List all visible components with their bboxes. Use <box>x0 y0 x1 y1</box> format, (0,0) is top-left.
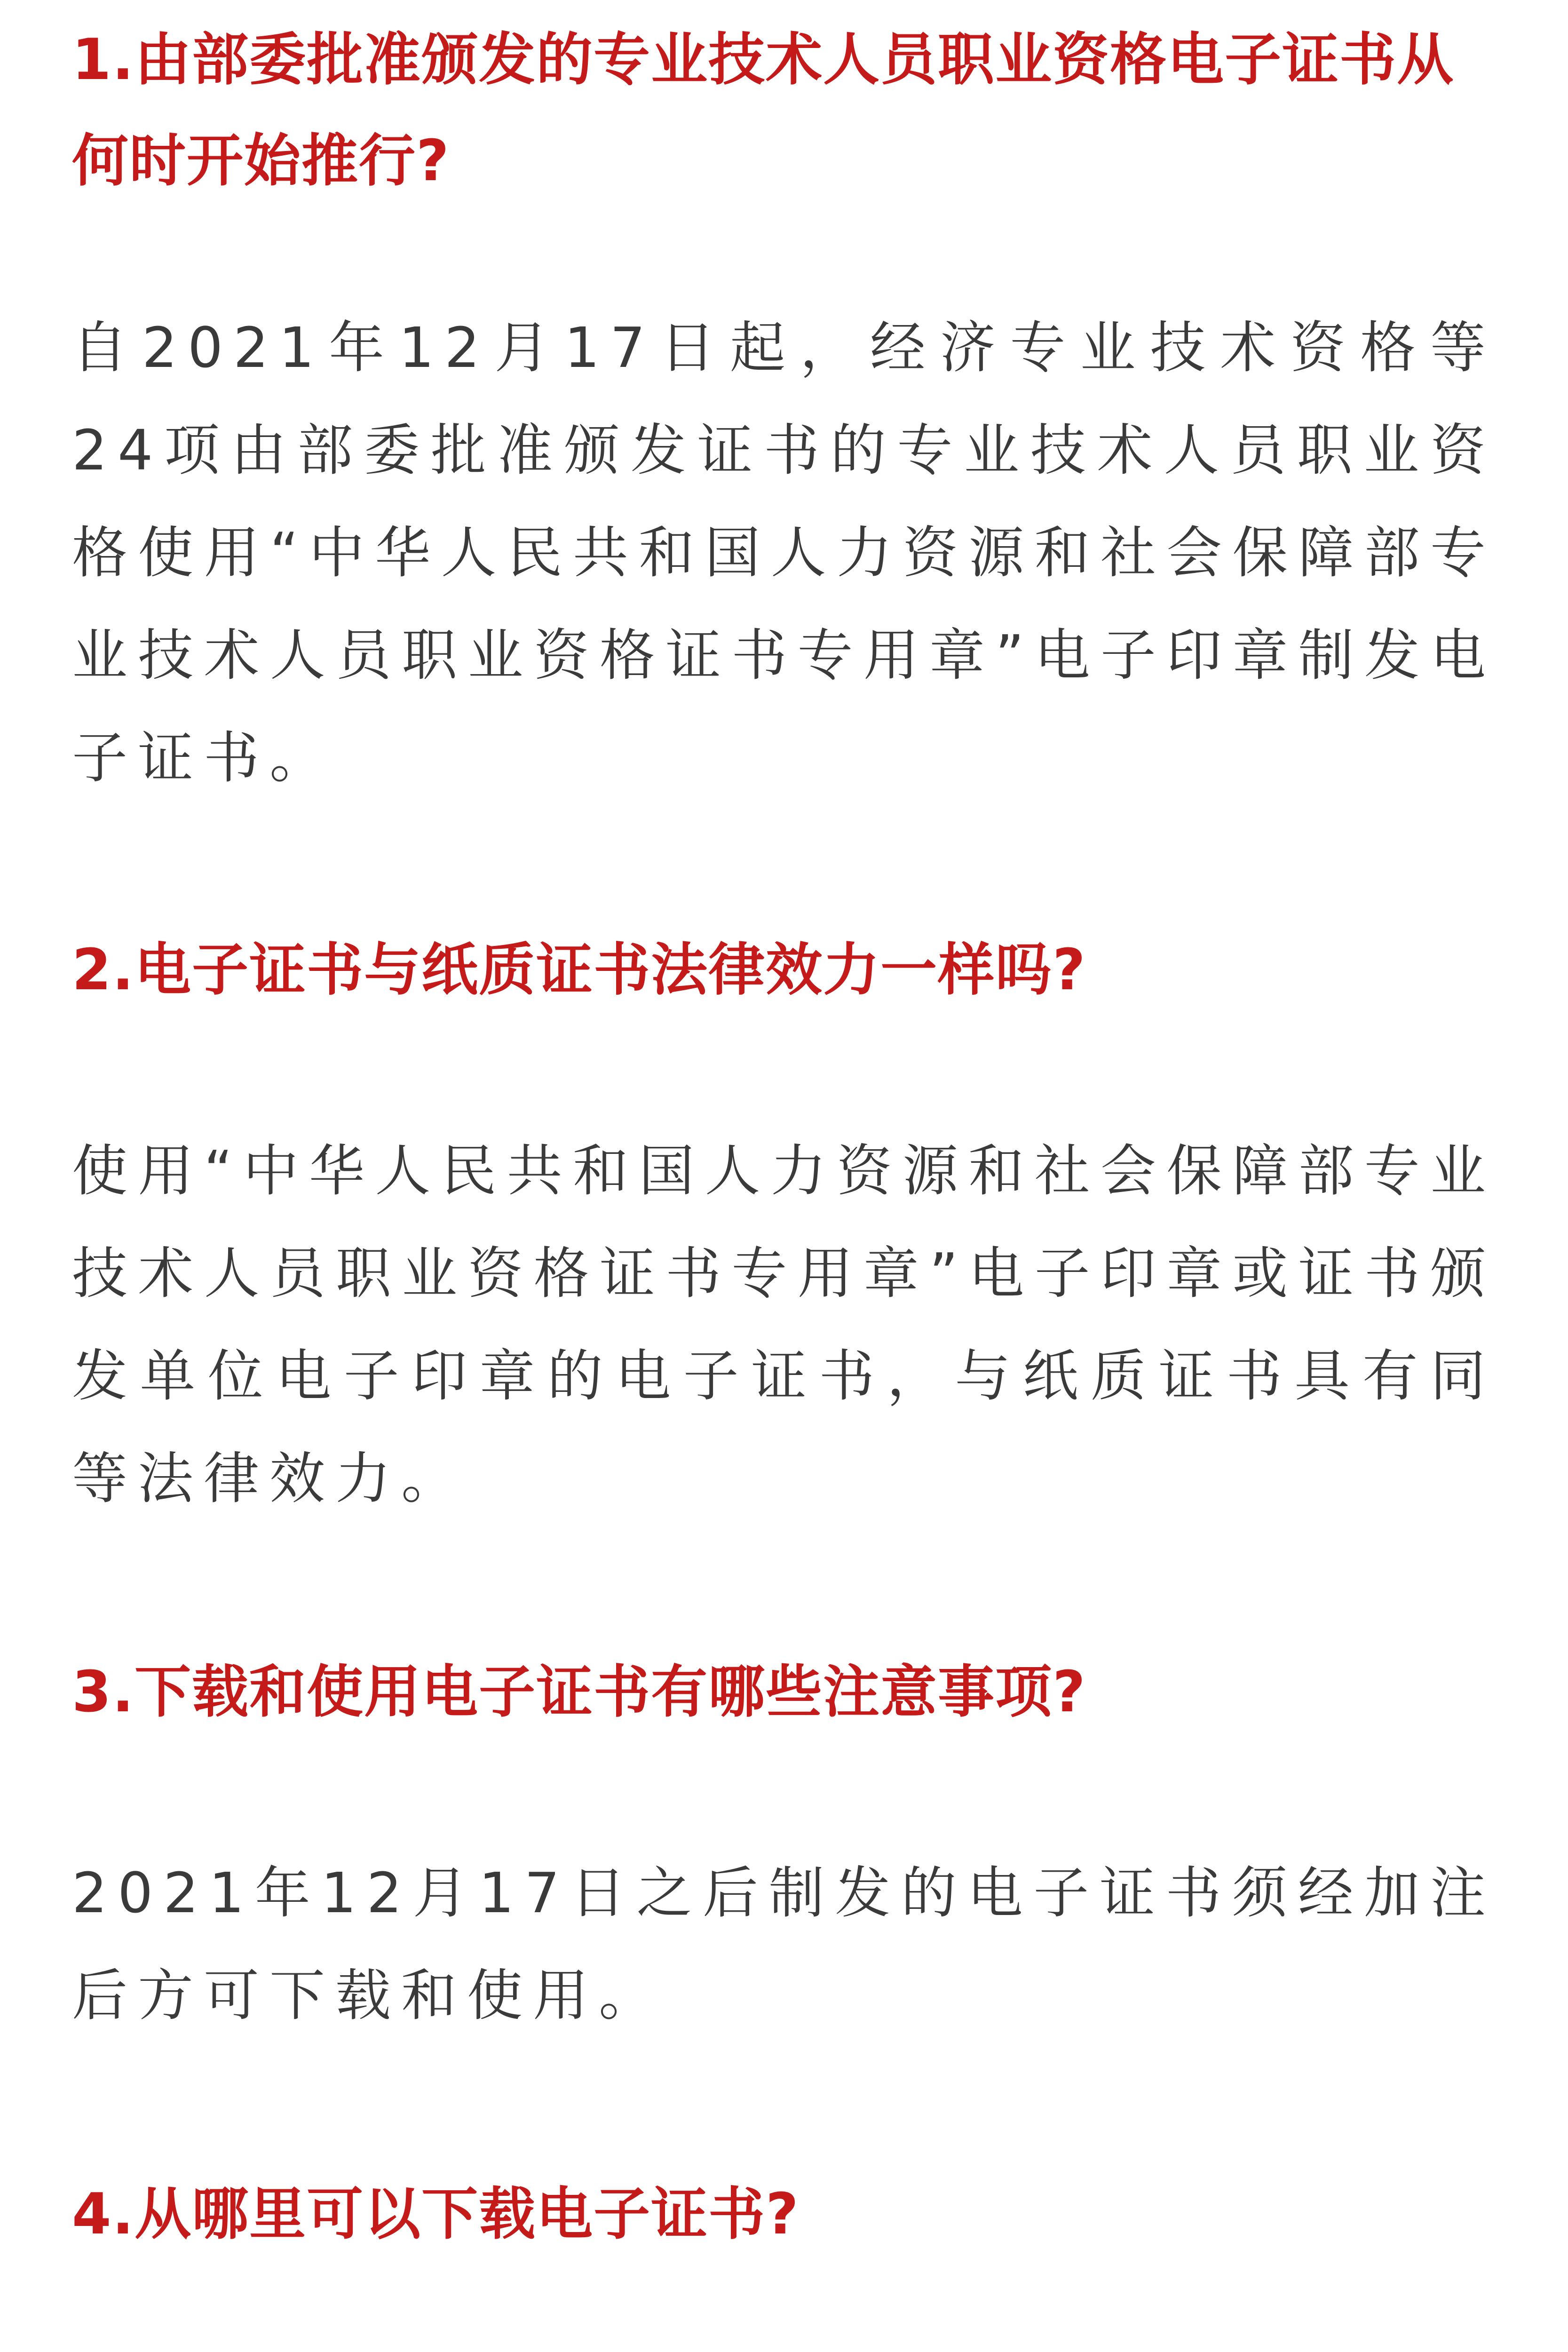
faq-section-1 <box>72 9 1496 809</box>
faq-answer-2: 使用“中华人民共和国人力资源和社会保障部专业技术人员职业资格证书专用章”电子印章或证书颁发单位电子印章的电子证书，与纸质证书具有同等法律效力。 <box>72 1138 1496 1511</box>
faq-answer-1: 自2021年12月17日起，经济专业技术资格等24项由部委批准颁发证书的专业技术人员职业资格使用“中华人民共和国人力资源和社会保障部专业技术人员职业资格证书专用章”电子印章制发电子证书。 <box>72 315 1496 790</box>
faq-question-4: 4.从哪里可以下载电子证书? <box>72 2182 800 2247</box>
faq-section-2 <box>72 920 1496 1530</box>
faq-answer-3: 2021年12月17日之后制发的电子证书须经加注后方可下载和使用。 <box>72 1860 1496 2028</box>
faq-question-2: 2.电子证书与纸质证书法律效力一样吗? <box>72 938 1086 1003</box>
faq-question-1: 1.由部委批准颁发的专业技术人员职业资格电子证书从何时开始推行? <box>72 27 1455 194</box>
faq-section-3 <box>72 1642 1496 2047</box>
faq-section-4 <box>72 2164 1496 2265</box>
faq-question-3: 3.下载和使用电子证书有哪些注意事项? <box>72 1660 1086 1725</box>
